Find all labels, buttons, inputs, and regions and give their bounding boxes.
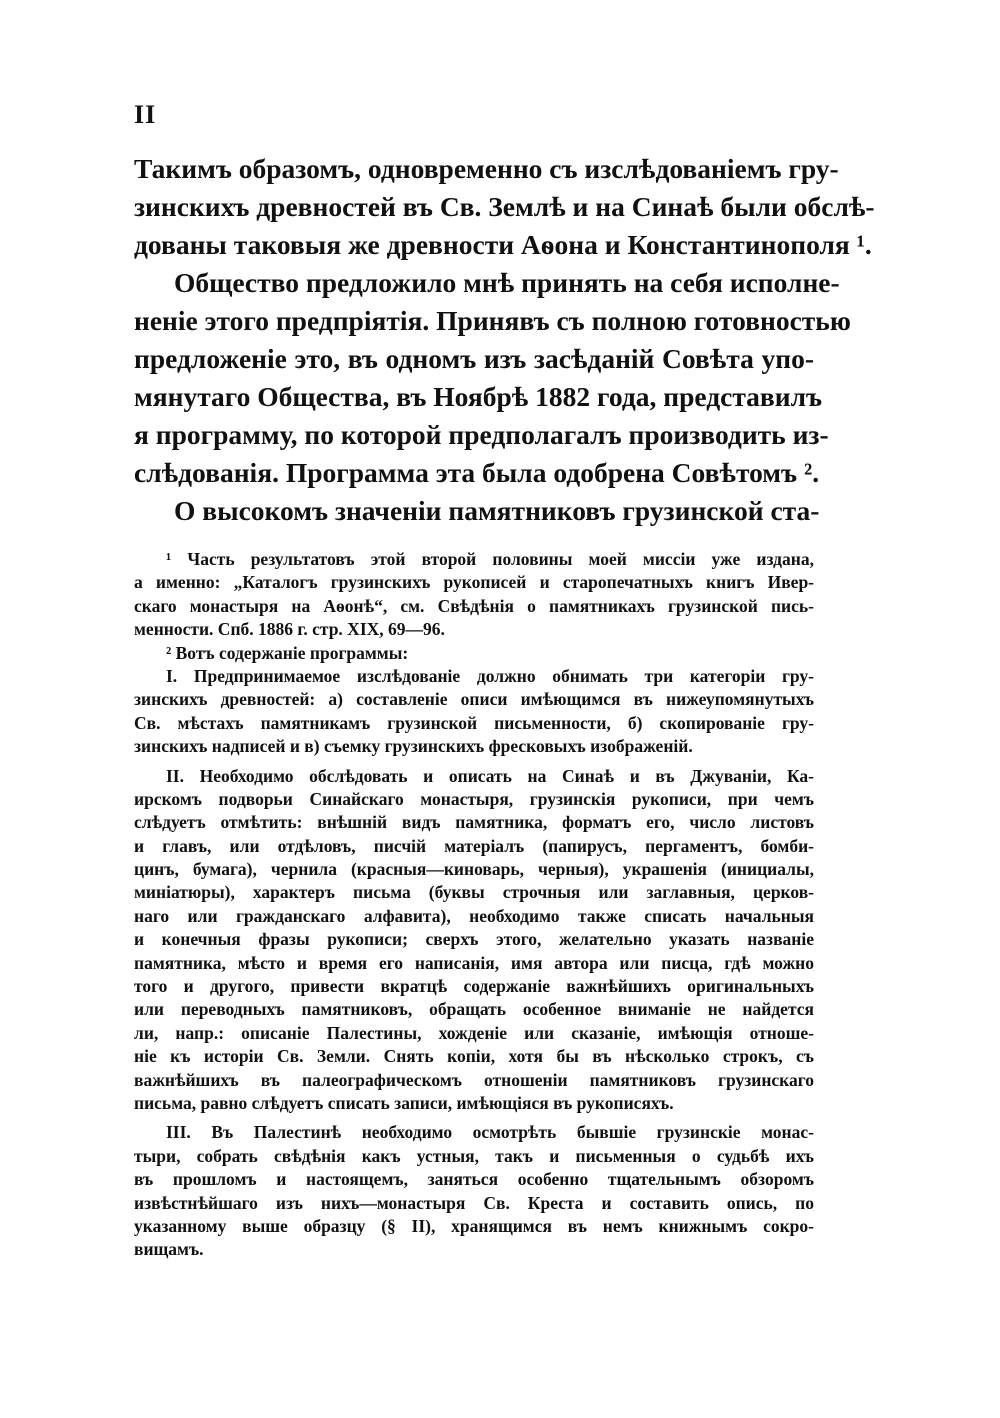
program-section-3-line-3: въ прошломъ и настоящемъ, заняться особенно тщательнымъ обзоромъ <box>134 1169 814 1190</box>
page-number: II <box>134 100 157 129</box>
main-line-4: Общество предложило мнѣ принять на себя исполне- <box>174 267 840 298</box>
program-section-2-line-4: и главъ, или отдѣловъ, писчій матеріалъ (папирусъ, пергаментъ, бомби- <box>134 835 814 856</box>
program-section-3-line-4: извѣстнѣйшаго изъ нихъ—монастыря Св. Креста и составить опись, по <box>134 1192 814 1213</box>
program-section-3-line-5: указанному выше образцу (§ II), хранящимся въ немъ книжнымъ сокро- <box>134 1215 814 1236</box>
main-line-9: слѣдованія. Программа эта была одобрена Совѣтомъ ². <box>134 457 820 488</box>
program-section-2-line-13: ніе къ исторіи Св. Земли. Снять копіи, хотя бы въ нѣсколько строкъ, съ <box>134 1046 814 1067</box>
footnote-1-line-4: менности. Спб. 1886 г. стр. XIX, 69—96. <box>134 619 445 640</box>
program-section-1-line-1: I. Предпринимаемое изслѣдованіе должно обнимать три категоріи гру- <box>166 665 814 686</box>
program-section-2-line-2: ирскомъ подворьи Синайскаго монастыря, грузинскія рукописи, при чемъ <box>134 788 814 809</box>
main-text-block <box>134 150 875 530</box>
program-section-2-line-7: наго или гражданскаго алфавита), необходимо также списать начальныя <box>134 905 814 926</box>
main-line-8: я программу, по которой предполагалъ производить из- <box>134 419 829 450</box>
program-section-2-line-12: ли, напр.: описаніе Палестины, хожденіе или сказаніе, имѣющія отноше- <box>134 1022 814 1043</box>
program-section-3-line-2: тыри, собрать свѣдѣнія какъ устныя, такъ и письменныя о судьбѣ ихъ <box>134 1145 814 1166</box>
footnotes-block <box>134 548 814 1262</box>
main-line-3: дованы таковыя же древности Аѳона и Константинополя ¹. <box>134 229 872 260</box>
main-line-10: О высокомъ значеніи памятниковъ грузинской ста- <box>174 495 820 526</box>
program-section-2-line-1: II. Необходимо обслѣдовать и описать на Синаѣ и въ Джуваніи, Ка- <box>166 765 814 786</box>
program-section-2-line-10: того и другого, привести вкратцѣ содержаніе важнѣйшихъ оригинальныхъ <box>134 976 814 997</box>
main-line-1: Такимъ образомъ, одновременно съ изслѣдованіемъ гру- <box>134 153 839 184</box>
program-section-1-line-2: зинскихъ древностей: а) составленіе описи имѣющимся въ нижеупомянутыхъ <box>134 689 814 710</box>
footnote-2-intro: ² Вотъ содержаніе программы: <box>166 642 409 663</box>
footnote-1-line-2: а именно: „Каталогъ грузинскихъ рукописей и старопечатныхъ книгъ Ивер- <box>134 572 814 593</box>
program-section-2-line-3: слѣдуетъ отмѣтить: внѣшній видъ памятника, форматъ его, число листовъ <box>134 812 814 833</box>
footnote-1-line-1: ¹ Часть результатовъ этой второй половины моей миссіи уже издана, <box>166 549 814 569</box>
main-line-6: предложеніе это, въ одномъ изъ засѣданій Совѣта упо- <box>134 343 814 374</box>
program-section-3-line-1: III. Въ Палестинѣ необходимо осмотрѣть бывшіе грузинскіе монас- <box>166 1122 814 1143</box>
program-section-2-line-14: важнѣйшихъ въ палеографическомъ отношеніи памятниковъ грузинскаго <box>134 1069 814 1090</box>
program-section-2-line-9: памятника, мѣсто и время его написанія, имя автора или писца, гдѣ можно <box>134 952 814 973</box>
program-section-2-line-15: письма, равно слѣдуетъ списать записи, имѣющіяся въ рукописяхъ. <box>134 1092 674 1113</box>
main-line-7: мянутаго Общества, въ Ноябрѣ 1882 года, представилъ <box>134 381 823 412</box>
program-section-3-line-6: вищамъ. <box>134 1239 204 1260</box>
program-section-2-line-8: и конечныя фразы рукописи; сверхъ этого, желательно указать названіе <box>134 929 814 950</box>
footnote-1-line-3: скаго монастыря на Аѳонѣ“, см. Свѣдѣнія о памятникахъ грузинской пись- <box>134 595 814 616</box>
program-section-2-line-11: или переводныхъ памятниковъ, обращать особенное вниманіе не найдется <box>134 999 814 1020</box>
main-line-5: неніе этого предпріятія. Принявъ съ полною готовностью <box>134 305 851 336</box>
main-line-2: зинскихъ древностей въ Св. Землѣ и на Синаѣ были обслѣ- <box>134 191 875 222</box>
program-section-2-line-6: миніатюры), характеръ письма (буквы строчныя или заглавныя, церков- <box>134 882 814 903</box>
program-section-2-line-5: цинъ, бумага), чернила (красныя—киноварь, черныя), украшенія (инициалы, <box>134 859 814 880</box>
program-section-1-line-3: Св. мѣстахъ памятникамъ грузинской письменности, б) скопированіе гру- <box>134 712 814 733</box>
program-section-1-line-4: зинскихъ надписей и в) съемку грузинскихъ фресковыхъ изображеній. <box>134 736 693 757</box>
